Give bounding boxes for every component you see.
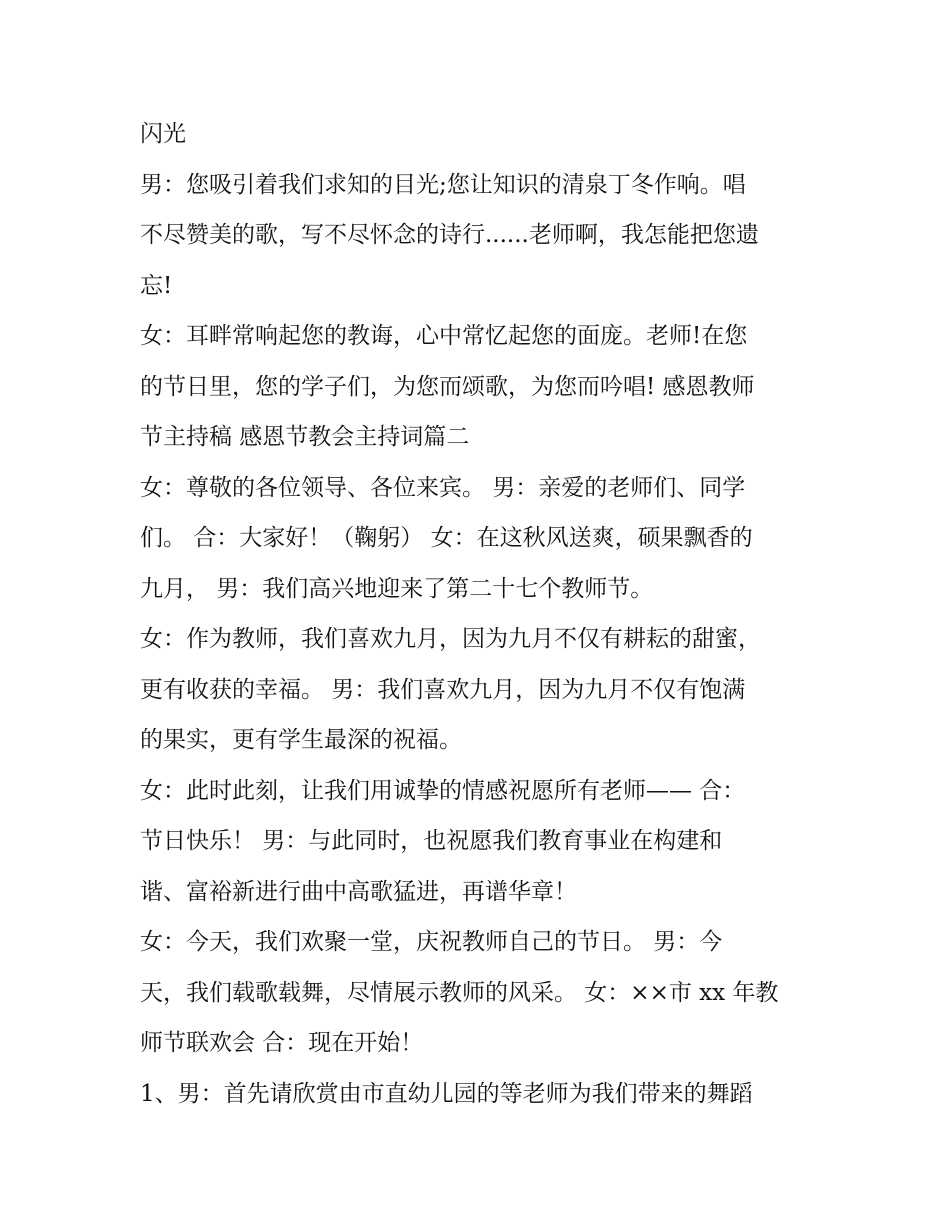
text-line: 女：此时此刻，让我们用诚挚的情感祝愿所有老师—— 合： <box>140 777 746 804</box>
text-line: 1、男：首先请欣赏由市直幼儿园的等老师为我们带来的舞蹈 <box>140 1080 753 1107</box>
text-line: 男：您吸引着我们求知的目光;您让知识的清泉丁冬作响。唱 <box>140 171 746 198</box>
text-line: 女：耳畔常响起您的教诲，心中常忆起您的面庞。老师!在您 <box>140 323 748 349</box>
text-line: 天，我们载歌载舞，尽情展示教师的风采。 女：××市 xx 年教 <box>140 979 779 1006</box>
text-line: 女：今天，我们欢聚一堂，庆祝教师自己的节日。 男：今 <box>140 929 723 955</box>
text-line: 女：作为教师，我们喜欢九月，因为九月不仅有耕耘的甜蜜， <box>140 626 761 652</box>
text-line: 节主持稿 感恩节教会主持词篇二 <box>140 424 470 450</box>
text-line: 不尽赞美的歌，写不尽怀念的诗行......老师啊，我怎能把您遗 <box>140 222 759 248</box>
text-line: 师节联欢会 合：现在开始！ <box>140 1030 424 1056</box>
text-line: 节日快乐！ 男：与此同时，也祝愿我们教育事业在构建和 <box>140 828 723 854</box>
text-line: 谐、富裕新进行曲中高歌猛进，再谱华章！ <box>140 878 577 905</box>
text-line: 九月， 男：我们高兴地迎来了第二十七个教师节。 <box>140 575 654 602</box>
text-line: 忘! <box>140 272 173 299</box>
text-line: 的节日里，您的学子们，为您而颂歌，为您而吟唱! 感恩教师 <box>140 373 755 400</box>
text-line: 们。 合：大家好！（鞠躬） 女：在这秋风送爽，硕果飘香的 <box>140 525 753 551</box>
text-line: 闪光 <box>140 121 186 147</box>
text-line: 女：尊敬的各位领导、各位来宾。 男：亲爱的老师们、同学 <box>140 474 746 501</box>
text-line: 更有收获的幸福。 男：我们喜欢九月，因为九月不仅有饱满 <box>140 676 746 703</box>
text-line: 的果实，更有学生最深的祝福。 <box>140 727 462 753</box>
document-body <box>140 109 820 1119</box>
